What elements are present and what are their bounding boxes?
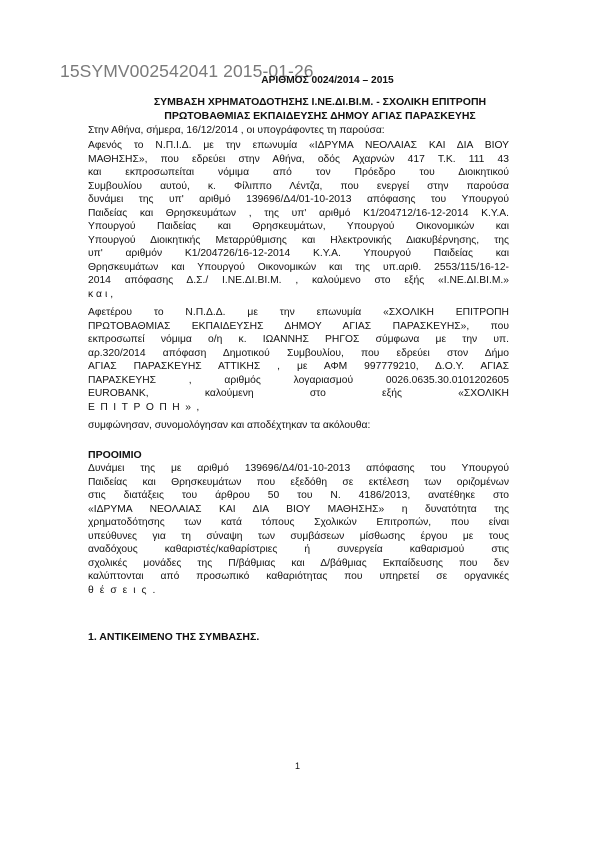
party-b-line: EUROBANK, καλούμενη στο εξής «ΣΧΟΛΙΚΗ bbox=[88, 388, 509, 399]
intro-text: Στην Αθήνα, σήμερα, 16/12/2014 , οι υπογράφοντες τη παρούσα: bbox=[88, 125, 385, 136]
page-number: 1 bbox=[294, 761, 300, 771]
contract-number: ΑΡΙΘΜΟΣ 0024/2014 – 2015 bbox=[261, 75, 394, 86]
party-b-paragraph bbox=[88, 306, 509, 414]
party-b-line: αρ.320/2014 απόφαση Δημοτικού Συμβουλίου, που εδρεύει στον Δήμο bbox=[88, 347, 509, 359]
registry-watermark: 15SYMV002542041 2015-01-26 bbox=[60, 61, 314, 81]
party-a-line: και εκπροσωπείται νόμιμα από τον Πρόεδρο του Διοικητικού bbox=[88, 167, 509, 178]
party-b-line: ΠΑΡΑΣΚΕΥΗΣ , αριθμός λογαριασμού 0026.0635.30.0101202605 bbox=[88, 374, 509, 386]
section-1-heading: 1. ΑΝΤΙΚΕΙΜΕΝΟ ΤΗΣ ΣΥΜΒΑΣΗΣ. bbox=[88, 631, 260, 643]
party-b-line: ΠΡΩΤΟΒΑΘΜΙΑΣ ΕΚΠΑΙΔΕΥΣΗΣ ΔΗΜΟΥ ΑΓΙΑΣ ΠΑΡΑΣΚΕΥΗΣ», που bbox=[88, 320, 509, 332]
title-line-2: ΠΡΩΤΟΒΑΘΜΙΑΣ ΕΚΠΑΙΔΕΥΣΗΣ ΔΗΜΟΥ ΑΓΙΑΣ ΠΑΡΑΣΚΕΥΗΣ bbox=[164, 110, 476, 122]
party-a-line: Συμβουλίου αυτού, κ. Φίλιππο Λέντζα, που ενεργεί στην παρούσα bbox=[88, 180, 509, 192]
preamble-line: στις διατάξεις του άρθρου 50 του Ν. 4186/2013, ανατέθηκε στο bbox=[88, 490, 509, 501]
agreement-statement: συμφώνησαν, συνομολόγησαν και αποδέχτηκαν τα ακόλουθα: bbox=[88, 420, 371, 431]
preamble-line: «ΙΔΡΥΜΑ ΝΕΟΛΑΙΑΣ ΚΑΙ ΔΙΑ ΒΙΟΥ ΜΑΘΗΣΗΣ» η δυνατότητα της bbox=[88, 503, 509, 515]
preamble-line: Δυνάμει της με αριθμό 139696/Δ4/01-10-2013 απόφασης του Υπουργού bbox=[88, 463, 509, 474]
preamble-line: Παιδείας και Θρησκευμάτων που εξεδόθη σε εκτέλεση των οριζομένων bbox=[88, 476, 509, 488]
party-a-line: Παιδείας και Θρησκευμάτων , της υπ' αριθμό Κ1/204712/16-12-2014 Κ.Υ.Α. bbox=[88, 207, 509, 219]
preamble-heading: ΠΡΟΟΙΜΙΟ bbox=[88, 449, 142, 461]
title-line-1: ΣΥΜΒΑΣΗ ΧΡΗΜΑΤΟΔΟΤΗΣΗΣ Ι.ΝΕ.ΔΙ.ΒΙ.Μ. - ΣΧΟΛΙΚΗ ΕΠΙΤΡΟΠΗ bbox=[153, 96, 487, 108]
preamble-line: αναδόχους καθαριστές/καθαρίστριες ή συνεργεία καθαρισμού στις bbox=[88, 544, 509, 555]
party-b-line: ΕΠΙΤΡΟΠΗ», bbox=[88, 401, 205, 413]
party-b-line: ΑΓΙΑΣ ΠΑΡΑΣΚΕΥΗΣ ΑΤΤΙΚΗΣ , με ΑΦΜ 997779210, Δ.Ο.Υ. ΑΓΙΑΣ bbox=[88, 361, 509, 372]
party-a-line: 2014 απόφασης Δ.Σ./ Ι.ΝΕ.ΔΙ.ΒΙ.Μ. , καλούμενο στο εξής «Ι.ΝΕ.ΔΙ.ΒΙ.Μ.» bbox=[88, 275, 509, 286]
preamble-line: θέσεις. bbox=[88, 584, 162, 596]
document-title bbox=[90, 95, 550, 123]
party-a-line: Αφενός το Ν.Π.Ι.Δ. με την επωνυμία «ΙΔΡΥΜΑ ΝΕΟΛΑΙΑΣ ΚΑΙ ΔΙΑ ΒΙΟΥ bbox=[88, 140, 509, 151]
party-b-line: εκπροσωπεί νόμιμα ο/η κ. ΙΩΑΝΝΗΣ ΡΗΓΟΣ σύμφωνα με την υπ. bbox=[88, 334, 509, 345]
party-a-paragraph bbox=[88, 139, 509, 301]
party-a-line: Υπουργού Διοικητικής Μεταρρύθμισης και Ηλεκτρονικής Διακυβέρνησης, της bbox=[88, 234, 509, 246]
party-a-line: ΜΑΘΗΣΗΣ», που εδρεύει στην Αθήνα, οδός Αχαρνών 417 Τ.Κ. 111 43 bbox=[88, 153, 509, 165]
preamble-line: σχολικές μονάδες της Π/βάθμιας και Δ/βάθμιας Εκπαίδευσης που δεν bbox=[88, 557, 509, 569]
party-a-line: Θρησκευμάτων και Υπουργού Οικονομικών και της υπ.αριθ. 2553/115/16-12- bbox=[88, 261, 509, 273]
preamble-line: χρηματοδότησης των κατά τόπους Σχολικών Επιτροπών, που είναι bbox=[88, 517, 509, 528]
party-a-line: Υπουργού Παιδείας και Θρησκευμάτων, Υπουργού Οικονομικών και bbox=[88, 221, 509, 232]
preamble-line: υπεύθυνες για τη σύναψη των συμβάσεων μίσθωσης έργου με τους bbox=[88, 530, 509, 542]
party-a-line: υπ' αριθμόν Κ1/204726/16-12-2014 Κ.Υ.Α. Υπουργού Παιδείας και bbox=[88, 248, 509, 259]
preamble-paragraph bbox=[88, 462, 509, 597]
preamble-line: καλύπτονται από προσωπικό καθαριότητας που υπηρετεί σε οργανικές bbox=[88, 571, 509, 582]
party-b-line: Αφετέρου το Ν.Π.Δ.Δ. με την επωνυμία «ΣΧΟΛΙΚΗ ΕΠΙΤΡΟΠΗ bbox=[88, 307, 509, 318]
party-a-line: δυνάμει της υπ' αριθμό 139696/Δ4/01-10-2013 απόφασης του Υπουργού bbox=[88, 194, 509, 205]
party-a-line: και, bbox=[88, 288, 117, 300]
